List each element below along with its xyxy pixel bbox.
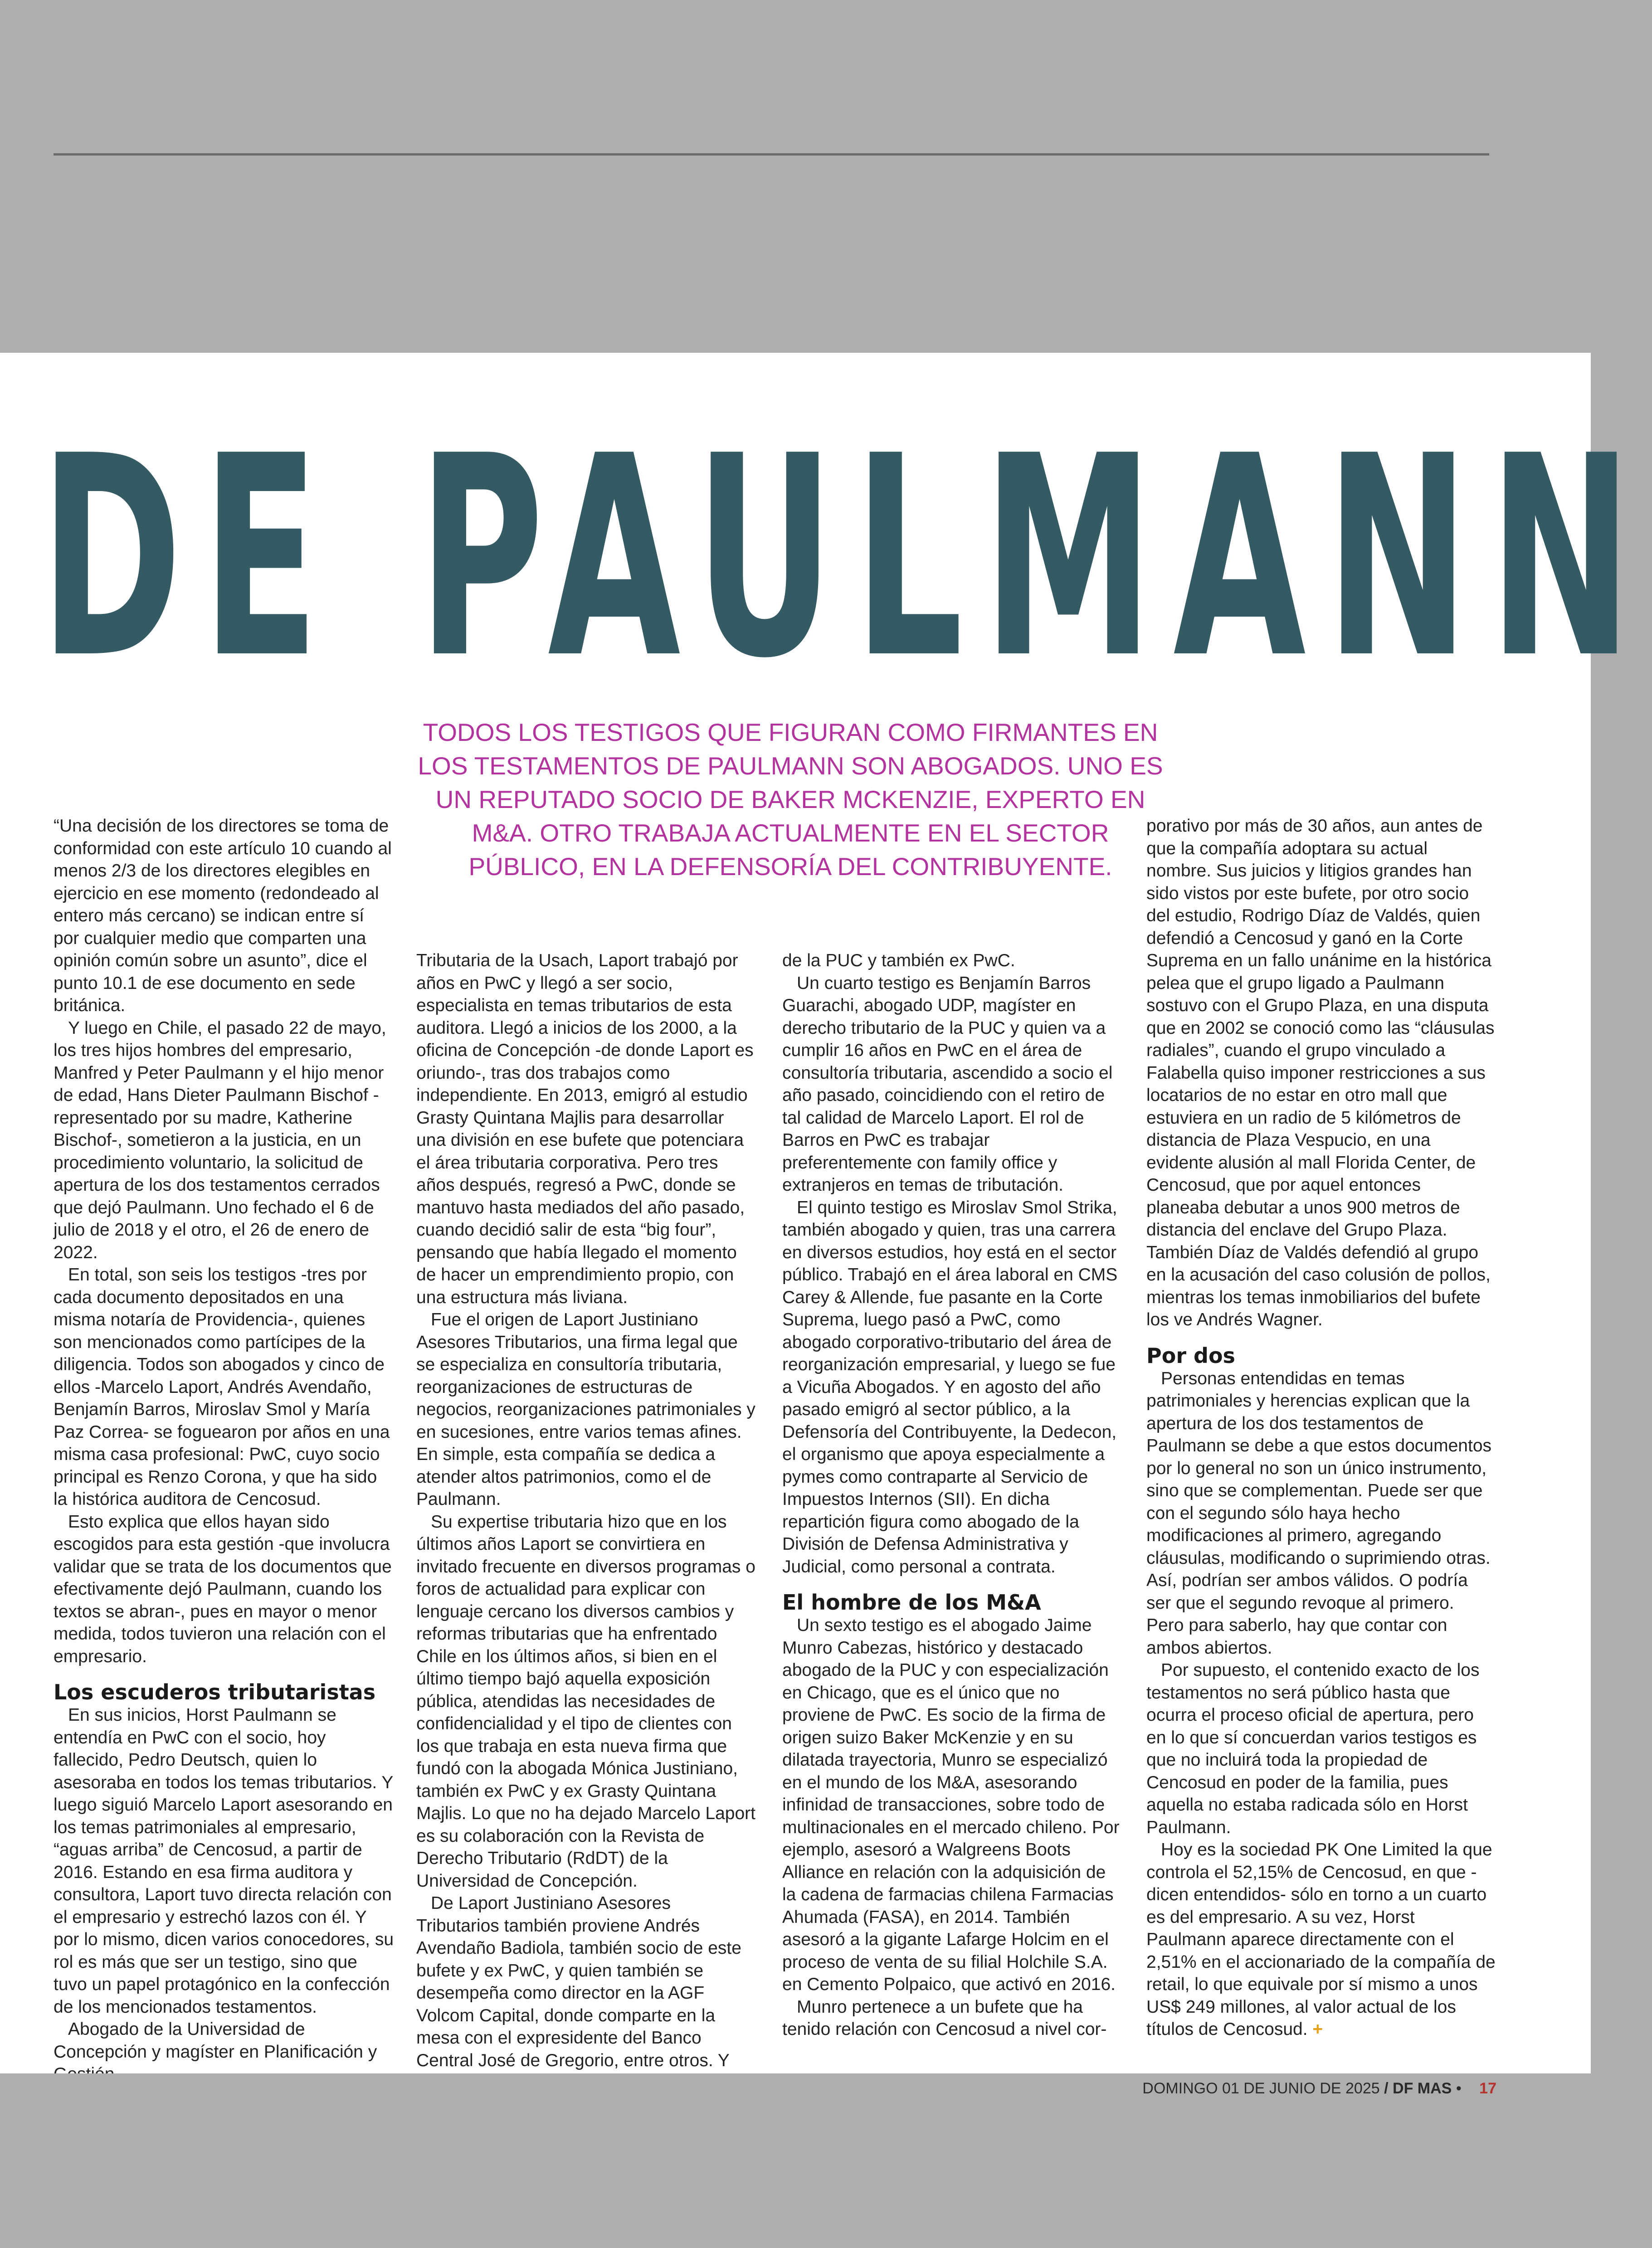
paragraph: Esto explica que ellos hayan sido escogidos para esta gestión -que involucra validar que se trata de los documentos que efectivamente dejó Paulmann, cuando los textos se abran-, pues en mayor o menor medida, todos tuvieron una relación con el empresario. [54,1512,392,1666]
footer-date: DOMINGO 01 DE JUNIO DE 2025 [1142,2080,1380,2097]
article-column-3 [782,949,1122,2041]
paragraph: Y luego en Chile, el pasado 22 de mayo, los tres hijos hombres del empresario, Manfred y Peter Paulmann y el hijo menor de edad, Hans Dieter Paulmann Bischof -representado por su madre, Katherine Bischof-, sometieron a la justicia, en un procedimiento voluntario, la solicitud de apertura de los dos testamentos cerrados que dejó Paulmann. Uno fechado el 6 de julio de 2018 y el otro, el 26 de enero de 2022. [54,1018,386,1262]
paragraph-text: Hoy es la sociedad PK One Limited la que controla el 52,15% de Cencosud, en que -dicen entendidos- sólo en torno a un cuarto es del empresario. A su vez, Horst Paulmann aparece directamente con el 2,51% en el accionariado de la compañía de retail, lo que equivale por sí mismo a unos US$ 249 millones, al valor actual de los títulos de Cencosud. [1146,1840,1496,2039]
footer-publication: DF MAS [1393,2080,1452,2097]
paragraph [1146,1839,1496,2041]
paragraph: Munro pertenece a un bufete que ha tenido relación con Cencosud a nivel cor- [782,1997,1107,2039]
article-column-1 [54,815,394,2086]
paragraph: En total, son seis los testigos -tres por cada documento depositados en una misma notaría de Providencia-, quienes son mencionados como partícipes de la diligencia. Todos son abogados y cinco de ellos -Marcelo Laport, Andrés Avendaño, Benjamín Barros, Miroslav Smol y María Paz Correa- se foguearon por años en una misma casa profesional: PwC, cuyo socio principal es Renzo Corona, y que ha sido la histórica auditora de Cencosud. [54,1265,390,1509]
paragraph: De Laport Justiniano Asesores Tributarios también proviene Andrés Avendaño Badiola, también socio de este bufete y ex PwC, y quien también se desempeña como director en la AGF Volcom Capital, donde comparte en la mesa con el expresidente del Banco Central José de Gregorio, entre otros. Y [416,1893,741,2070]
paragraph: Un cuarto testigo es Benjamín Barros Guarachi, abogado UDP, magíster en derecho tributario de la PUC y quien va a cumplir 16 años en PwC en el área de consultoría tributaria, ascendido a socio el año pasado, coincidiendo con el retiro de tal calidad de Marcelo Laport. El rol de Barros en PwC es trabajar preferentemente con family office y extranjeros en temas de tributación. [782,973,1113,1195]
page-footer [1088,2078,1496,2098]
end-mark-icon: + [1312,2019,1323,2039]
paragraph: Un sexto testigo es el abogado Jaime Munro Cabezas, histórico y destacado abogado de la PUC y con especialización en Chicago, que es el único que no proviene de PwC. Es socio de la firma de origen suizo Baker McKenzie y en su dilatada trayectoria, Munro se especializó en el mundo de los M&A, asesorando infinidad de transacciones, sobre todo de multinacionales en el mercado chileno. Por ejemplo, asesoró a Walgreens Boots Alliance en relación con la adquisición de la cadena de farmacias chilena Farmacias Ahumada (FASA), en 2014. También asesoró a la gigante Lafarge Holcim en el proceso de venta de su filial Holchile S.A. en Cemento Polpaico, que activó en 2016. [782,1615,1120,1994]
paragraph: porativo por más de 30 años, aun antes de que la compañía adoptara su actual nombre. Sus juicios y litigios grandes han sido vistos por este bufete, por otro socio del estudio, Rodrigo Díaz de Valdés, quien defendió a Cencosud y ganó en la Corte Suprema en un fallo unánime en la histórica pelea que el grupo ligado a Paulmann sostuvo con el Grupo Plaza, en una disputa que en 2002 se conoció como las “cláusulas radiales”, cuando el grupo vinculado a Falabella quiso imponer restricciones a sus locatarios de no estar en otro mall que estuviera en un radio de 5 kilómetros de distancia de Plaza Vespucio, en una evidente alusión al mall Florida Center, de Cencosud, que por aquel entonces planeaba debutar a unos 900 metros de distancia del enclave del Grupo Plaza. También Díaz de Valdés defendió al grupo en la acusación del caso colusión de pollos, mientras los temas inmobiliarios del bufete los ve Andrés Wagner. [1146,816,1495,1329]
paragraph: “Una decisión de los directores se toma de conformidad con este artículo 10 cuando al menos 2/3 de los directores elegibles en ejercicio en ese momento (redondeado al entero más cercano) se indican entre sí por cualquier medio que comparten una opinión común sobre un asunto”, dice el punto 10.1 de ese documento en sede británica. [54,816,392,1015]
paragraph: de la PUC y también ex PwC. [782,951,1015,970]
paragraph: Fue el origen de Laport Justiniano Asesores Tributarios, una firma legal que se especializa en consultoría tributaria, reorganizaciones de estructuras de negocios, reorganizaciones patrimoniales y en sucesiones, entre varios temas afines. En simple, esta compañía se dedica a atender altos patrimonios, como el de Paulmann. [416,1310,755,1509]
section-heading: Los escuderos tributaristas [54,1680,376,1704]
page-number: 17 [1479,2080,1496,2097]
section-heading: Por dos [1146,1343,1235,1368]
paragraph: En sus inicios, Horst Paulmann se entendía en PwC con el socio, hoy fallecido, Pedro Deutsch, quien lo asesoraba en todos los temas tributarios. Y luego siguió Marcelo Laport asesorando en los temas patrimoniales al empresario, “aguas arriba” de Cencosud, a partir de 2016. Estando en esa firma auditora y consultora, Laport tuvo directa relación con el empresario y estrechó lazos con él. Y por lo mismo, dicen varios conocedores, su rol es más que ser un testigo, sino que tuvo un papel protagónico en la confección de los mencionados testamentos. [54,1705,394,2017]
article-column-2 [416,949,756,2139]
top-gray-band [0,0,1591,353]
paragraph: El quinto testigo es Miroslav Smol Strika, también abogado y quien, tras una carrera en diversos estudios, hoy está en el sector público. Trabajó en el área laboral en CMS Carey & Allende, fue pasante en la Corte Suprema, luego pasó a PwC, como abogado corporativo-tributario del área de reorganización empresarial, y luego se fue a Vicuña Abogados. Y en agosto del año pasado emigró al sector público, a la Defensoría del Contribuyente, la Dedecon, el organismo que apoya especialmente a pymes como contraparte al Servicio de Impuestos Internos (SII). En dicha repartición figura como abogado de la División de Defensa Administrativa y Judicial, como personal a contrata. [782,1197,1118,1577]
bottom-gray-band [0,2073,1591,2248]
headline: DE PAULMANN [40,397,1652,719]
footer-separator: / [1384,2080,1389,2097]
paragraph: Tributaria de la Usach, Laport trabajó por años en PwC y llegó a ser socio, especialista en temas tributarios de esta auditora. Llegó a inicios de los 2000, a la oficina de Concepción -de donde Laport es oriundo-, tras dos trabajos como independiente. En 2013, emigró al estudio Grasty Quintana Majlis para desarrollar una división en ese bufete que potenciara el área tributaria corporativa. Pero tres años después, regresó a PwC, donde se mantuvo hasta mediados del año pasado, cuando decidió salir de esta “big four”, pensando que había llegado el momento de hacer un emprendimiento propio, con una estructura más liviana. [416,951,754,1307]
pullquote: TODOS LOS TESTIGOS QUE FIGURAN COMO FIRMANTES EN LOS TESTAMENTOS DE PAULMANN SON ABOGADOS. UNO ES UN REPUTADO SOCIO DE BAKER MCKENZIE, EXPERTO EN M&A. OTRO TRABAJA ACTUALMENTE EN EL SECTOR PÚBLICO, EN LA DEFENSORÍA DEL CONTRIBUYENTE. [418,718,1163,881]
paragraph: Abogado de la Universidad de Concepción y magíster en Planificación y [54,2019,377,2062]
paragraph: Personas entendidas en temas patrimoniales y herencias explican que la apertura de los dos testamentos de Paulmann se debe a que estos documentos por lo general no son un único instrumento, sino que se complementan. Puede ser que con el segundo sólo haya hecho modificaciones al primero, agregando cláusulas, modificando o suprimiendo otras. Así, podrían ser ambos válidos. O podría ser que el segundo revoque al primero. Pero para saberlo, hay que contar con ambos abiertos. [1146,1368,1492,1658]
paragraph: Por supuesto, el contenido exacto de los testamentos no será público hasta que ocurra el proceso oficial de apertura, pero en lo que sí concuerdan varios testigos es que no incluirá toda la propiedad de Cencosud en poder de la familia, pues aquella no estaba radicada sólo en Horst Paulmann. [1146,1660,1480,1837]
article-column-4 [1146,815,1496,2041]
top-divider-rule [54,153,1489,156]
section-heading: El hombre de los M&A [782,1590,1041,1615]
paragraph: Su expertise tributaria hizo que en los últimos años Laport se convirtiera en invitado frecuente en diversos programas o foros de actualidad para explicar con lenguaje cercano los diversos cambios y reformas tributarias que ha enfrentado Chile en los últimos años, si bien en el último tiempo bajó aquella exposición pública, atendidas las necesidades de confidencialidad y el tipo de clientes con los que trabaja en esta nueva firma que fundó con la abogada Mónica Justiniano, también ex PwC y ex Grasty Quintana Majlis. Lo que no ha dejado Marcelo Laport es su colaboración con la Revista de Derecho Tributario (RdDT) de la Universidad de Concepción. [416,1512,755,1891]
footer-dot: • [1456,2080,1462,2097]
